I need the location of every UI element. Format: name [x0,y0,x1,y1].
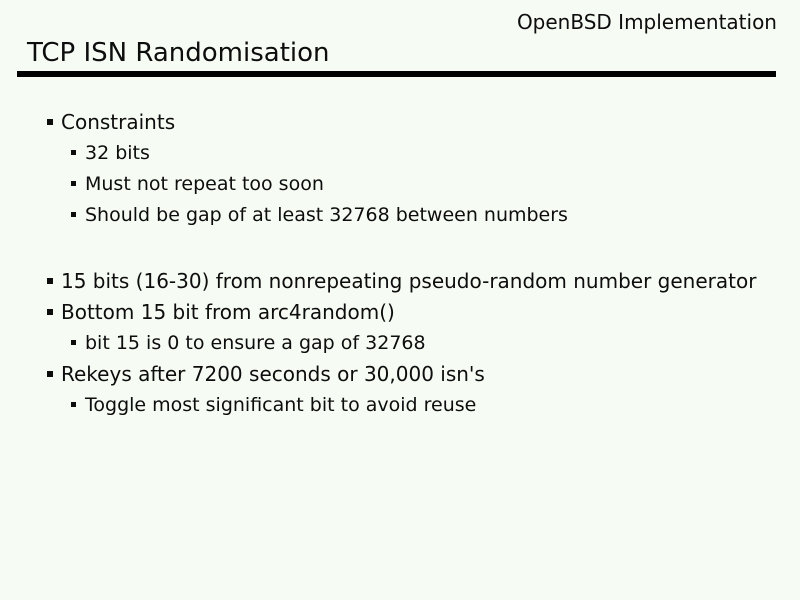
bullet-square-icon [71,150,76,155]
bullet-square-icon [47,119,53,125]
page-title: TCP ISN Randomisation [27,38,330,68]
bullet-text: Constraints [61,109,176,134]
header-label: OpenBSD Implementation [516,10,777,34]
bullet-item [0,265,800,296]
bullet-square-icon [71,340,76,345]
bullet-text: 32 bits [85,141,150,164]
bullet-item [0,106,800,137]
bullet-item [0,199,800,230]
bullet-text: Rekeys after 7200 seconds or 30,000 isn's [61,361,485,386]
bullet-item [0,296,800,327]
bullet-square-icon [47,309,53,315]
bullet-square-icon [47,278,53,284]
bullet-square-icon [71,181,76,186]
bullet-text: Toggle most significant bit to avoid reuse [85,393,477,416]
bullet-text: bit 15 is 0 to ensure a gap of 32768 [85,331,426,354]
bullet-square-icon [71,212,76,217]
bullet-square-icon [71,402,76,407]
bullet-list [0,106,800,420]
bullet-text: Bottom 15 bit from arc4random() [61,299,395,324]
title-underline [17,71,776,77]
bullet-item [0,389,800,420]
bullet-item [0,137,800,168]
bullet-square-icon [47,371,53,377]
bullet-text: Should be gap of at least 32768 between numbers [85,203,568,226]
bullet-item [0,358,800,389]
bullet-text: 15 bits (16-30) from nonrepeating pseudo-random number generator [61,268,757,293]
bullet-item [0,168,800,199]
bullet-text: Must not repeat too soon [85,172,324,195]
bullet-item [0,327,800,358]
